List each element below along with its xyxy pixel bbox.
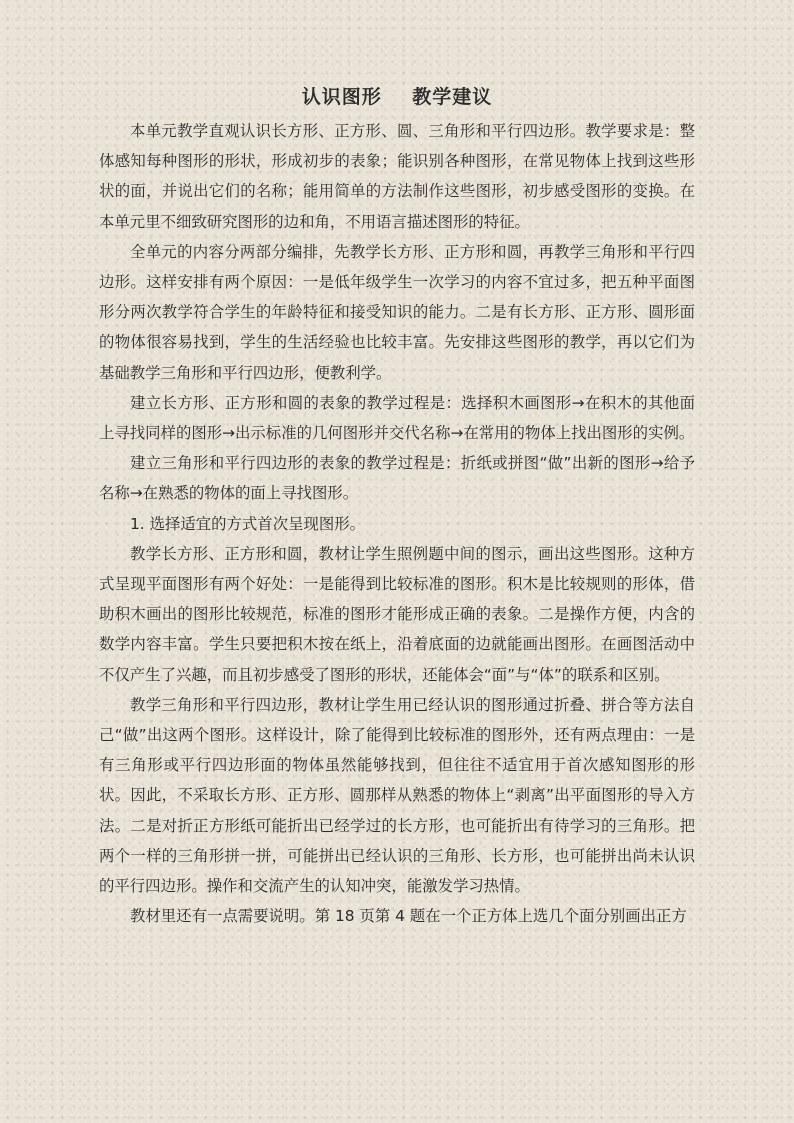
paragraph-note: 教材里还有一点需要说明。第 18 页第 4 题在一个正方体上选几个面分别画出正方 [130, 907, 687, 926]
paragraph-heading-1: 1. 选择适宜的方式首次呈现图形。 [130, 514, 366, 533]
paragraph-arrangement: 全单元的内容分两部分编排，先教学长方形、正方形和圆，再教学三角形和平行四边形。这样安排有两个原因：一是低年级学生一次学习的内容不宜过多，把五种平面图形分两次教学符合学生的年龄特征和接受知识的能力。二是有长方形、正方形、圆形面的物体很容易找到，学生的生活经验也比较丰富。先安排这些图形的教学，再以它们为基础教学三角形和平行四边形，便教利学。 [99, 242, 695, 382]
paragraph-intro: 本单元教学直观认识长方形、正方形、圆、三角形和平行四边形。教学要求是：整体感知每种图形的形状，形成初步的表象；能识别各种图形，在常见物体上找到这些形状的面，并说出它们的名称；能用简单的方法制作这些图形，初步感受图形的变换。在本单元里不细致研究图形的边和角，不用语言描述图形的特征。 [99, 122, 695, 231]
paragraph-teaching-tri: 教学三角形和平行四边形，教材让学生用已经认识的图形通过折叠、拼合等方法自己“做”出这两个图形。这样设计，除了能得到比较标准的图形外，还有两点理由：一是有三角形或平行四边形面的物体虽然能够找到，但往往不适宜用于首次感知图形的形状。因此，不采取长方形、正方形、圆那样从熟悉的物体上“剥离”出平面图形的导入方法。二是对折正方形纸可能折出已经学过的长方形，也可能折出有待学习的三角形。把两个一样的三角形拼一拼，可能拼出已经认识的三角形、长方形，也可能拼出尚未认识的平行四边形。操作和交流产生的认知冲突，能激发学习热情。 [99, 695, 695, 896]
paragraph-process-tri: 建立三角形和平行四边形的表象的教学过程是：折纸或拼图“做”出新的图形→给予名称→在熟悉的物体的面上寻找图形。 [99, 454, 695, 503]
paragraph-process-rect: 建立长方形、正方形和圆的表象的教学过程是：选择积木画图形→在积木的其他面上寻找同样的图形→出示标准的几何图形并交代名称→在常用的物体上找出图形的实例。 [99, 393, 695, 443]
page-title: 认识图形 教学建议 [301, 86, 493, 108]
paragraph-teaching-rect: 教学长方形、正方形和圆，教材让学生照例题中间的图示，画出这些图形。这种方式呈现平面图形有两个好处：一是能得到比较标准的图形。积木是比较规则的形体，借助积木画出的图形比较规范，标准的图形才能形成正确的表象。二是操作方便，内含的数学内容丰富。学生只要把积木按在纸上，沿着底面的边就能画出图形。在画图活动中不仅产生了兴趣，而且初步感受了图形的形状，还能体会“面”与“体”的联系和区别。 [99, 544, 695, 684]
document-page [99, 82, 695, 931]
